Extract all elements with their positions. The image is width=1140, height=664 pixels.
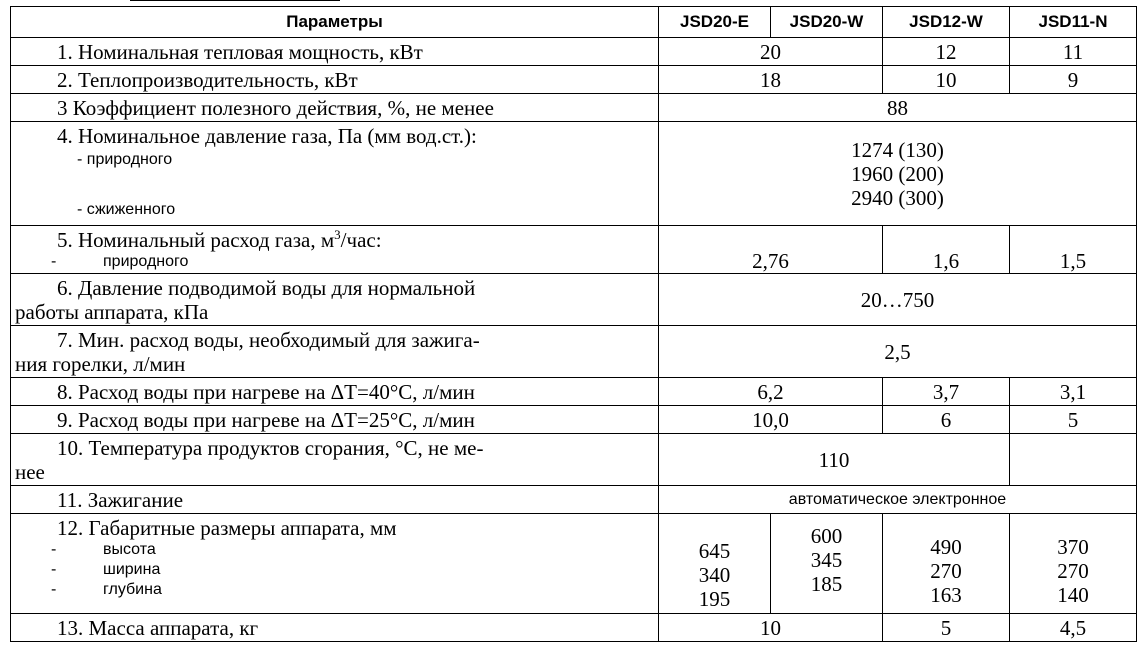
value-cell: 370 270 140 — [1010, 514, 1137, 614]
value-cell-empty — [1010, 434, 1137, 486]
param-label: 4. Номинальное давление газа, Па (мм вод.ст.): - природного - сжиженного — [11, 122, 659, 226]
table-row — [11, 274, 1137, 326]
table-row — [11, 122, 1137, 226]
value-cell: 11 — [1010, 38, 1137, 66]
param-label: 6. Давление подводимой воды для нормальной работы аппарата, кПа — [11, 274, 659, 326]
sub-label: - сжиженного — [77, 201, 176, 218]
table-row — [11, 614, 1137, 642]
specifications-table — [10, 6, 1137, 642]
value-cell: 5 — [883, 614, 1010, 642]
param-label: 2. Теплопроизводительность, кВт — [11, 66, 659, 94]
value-cell: 88 — [659, 94, 1137, 122]
value-cell: 9 — [1010, 66, 1137, 94]
table-row — [11, 326, 1137, 378]
table-row — [11, 94, 1137, 122]
param-label: 8. Расход воды при нагреве на ΔT=40°С, л/мин — [11, 378, 659, 406]
table-row — [11, 406, 1137, 434]
value-cell: 20…750 — [659, 274, 1137, 326]
param-label: 3 Коэффициент полезного действия, %, не менее — [11, 94, 659, 122]
table-row — [11, 38, 1137, 66]
table-row — [11, 66, 1137, 94]
value-cell: 6 — [883, 406, 1010, 434]
param-label: 7. Мин. расход воды, необходимый для зажига- ния горелки, л/мин — [11, 326, 659, 378]
value-cell: 12 — [883, 38, 1010, 66]
table-row — [11, 378, 1137, 406]
value-cell: 18 — [659, 66, 883, 94]
value-cell: 10 — [883, 66, 1010, 94]
param-label: 12. Габаритные размеры аппарата, мм - высота - ширина - глубина — [11, 514, 659, 614]
param-label: 10. Температура продуктов сгорания, °С, не ме- нее — [11, 434, 659, 486]
header-model-jsd20-e: JSD20-E — [659, 7, 771, 38]
value-cell: 10 — [659, 614, 883, 642]
top-rule — [130, 0, 340, 1]
value-cell: 3,1 — [1010, 378, 1137, 406]
value-cell: 4,5 — [1010, 614, 1137, 642]
value-cell: 6,2 — [659, 378, 883, 406]
value-cell: 1,6 — [883, 226, 1010, 274]
value-cell: 2,5 — [659, 326, 1137, 378]
param-label: 11. Зажигание — [11, 486, 659, 514]
table-row — [11, 434, 1137, 486]
param-label: 5. Номинальный расход газа, $м^3$/час: - природного — [11, 226, 659, 274]
header-model-jsd20-w: JSD20-W — [771, 7, 883, 38]
value-cell: 10,0 — [659, 406, 883, 434]
value-cell: 490 270 163 — [883, 514, 1010, 614]
param-label: 1. Номинальная тепловая мощность, кВт — [11, 38, 659, 66]
value-cell: автоматическое электронное — [659, 486, 1137, 514]
value-cell: 600 345 185 — [771, 514, 883, 614]
value-cell: 110 — [659, 434, 1010, 486]
header-model-jsd11-n: JSD11-N — [1010, 7, 1137, 38]
value-cell: 1,5 — [1010, 226, 1137, 274]
table-row — [11, 486, 1137, 514]
table-row — [11, 514, 1137, 614]
header-row — [11, 7, 1137, 38]
value-cell: 645 340 195 — [659, 514, 771, 614]
value-cell: 20 — [659, 38, 883, 66]
header-params: Параметры — [11, 7, 659, 38]
value-cell: 2,76 — [659, 226, 883, 274]
sub-label: - природного — [77, 151, 173, 168]
table-row — [11, 226, 1137, 274]
value-cell: 5 — [1010, 406, 1137, 434]
value-cell: 3,7 — [883, 378, 1010, 406]
header-model-jsd12-w: JSD12-W — [883, 7, 1010, 38]
value-cell: 1274 (130) 1960 (200) 2940 (300) — [659, 122, 1137, 226]
param-label: 13. Масса аппарата, кг — [11, 614, 659, 642]
param-label: 9. Расход воды при нагреве на ΔT=25°С, л/мин — [11, 406, 659, 434]
